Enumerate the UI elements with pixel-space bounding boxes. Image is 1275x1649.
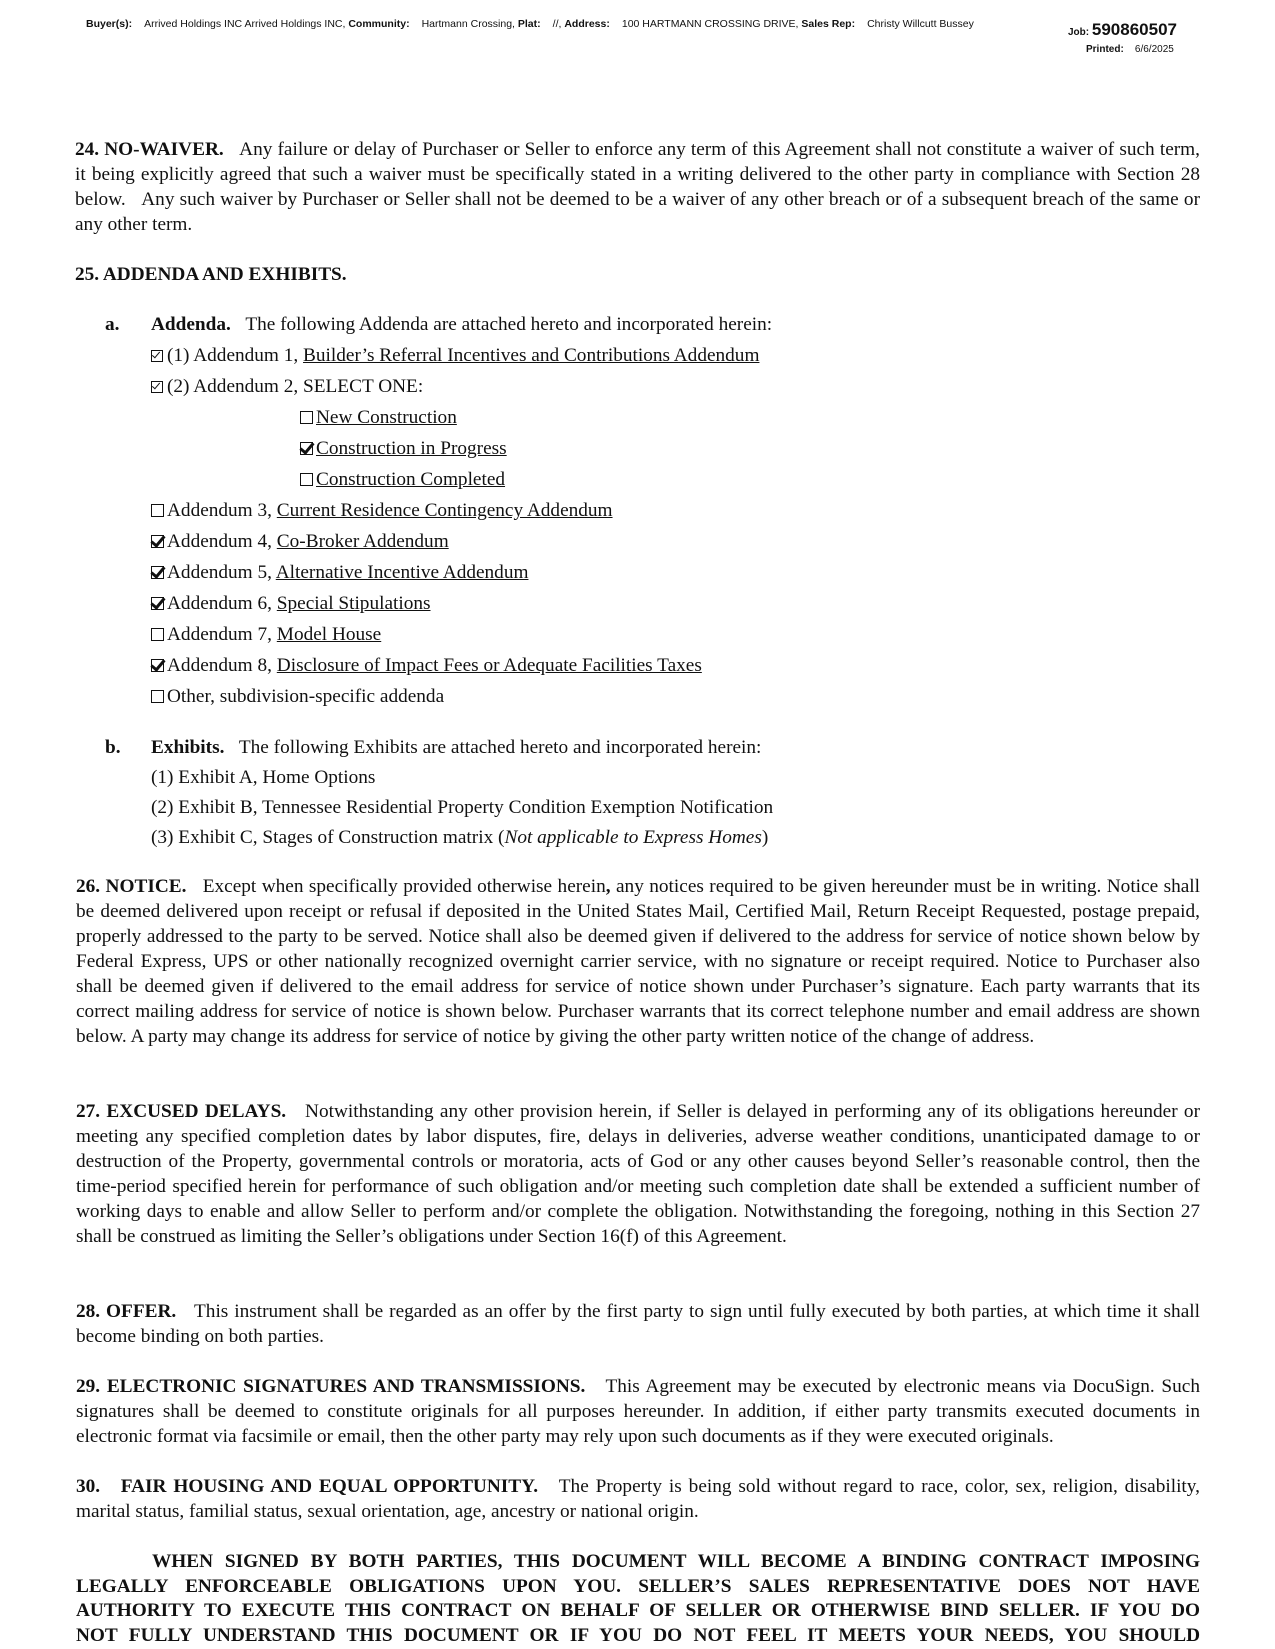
- construction-option-checkbox[interactable]: [300, 411, 313, 424]
- addendum-name: Model House: [276, 624, 382, 645]
- buyers-label: Buyer(s):: [86, 18, 133, 30]
- warning-line-4: NOT FULLY UNDERSTAND THIS DOCUMENT OR IF YOU DO NOT FEEL IT MEETS YOUR NEEDS, YOU SHOULD: [76, 1624, 1200, 1646]
- exhibit-a: (1) Exhibit A, Home Options: [151, 767, 376, 788]
- construction-option-label: Construction Completed: [316, 469, 506, 490]
- exhibits-title-row: [151, 735, 761, 760]
- addendum-prefix: Addendum 7,: [167, 624, 277, 645]
- construction-option-label: New Construction: [316, 407, 457, 428]
- binding-contract-warning: [76, 1550, 1200, 1648]
- addendum-name: Current Residence Contingency Addendum: [276, 500, 613, 521]
- warning-line-2: LEGALLY ENFORCEABLE OBLIGATIONS UPON YOU. SELLER’S SALES REPRESENTATIVE DOES NOT HAVE: [76, 1575, 1200, 1597]
- construction-option-label: Construction in Progress: [316, 438, 507, 459]
- section-27: [76, 1099, 1200, 1249]
- addendum-checkbox[interactable]: [151, 597, 164, 610]
- addendum-2-checkbox[interactable]: [151, 381, 163, 393]
- sales-rep-value: Christy Willcutt Bussey: [867, 18, 974, 30]
- addendum-row: [151, 591, 431, 616]
- addendum-1-name: Builder’s Referral Incentives and Contributions Addendum: [303, 345, 760, 366]
- addendum-checkbox[interactable]: [151, 566, 164, 579]
- addenda-row: [105, 312, 119, 337]
- addendum-prefix: Addendum 5,: [167, 562, 276, 583]
- addendum-row: [151, 684, 444, 709]
- addendum-1-checkbox[interactable]: [151, 350, 163, 362]
- section-27-heading: 27. EXCUSED DELAYS.: [76, 1101, 287, 1122]
- addendum-prefix: Addendum 8,: [167, 655, 277, 676]
- addendum-prefix: Addendum 3,: [167, 500, 277, 521]
- exhibits-row: [105, 735, 121, 760]
- addenda-title-row: [151, 312, 772, 337]
- community-label: Community:: [348, 18, 410, 30]
- addendum-name: Co-Broker Addendum: [276, 531, 449, 552]
- section-28-text: This instrument shall be regarded as an offer by the first party to sign until fully executed by both parties, at which time it shall become binding on both parties.: [76, 1301, 1200, 1347]
- job-label: Job:: [1068, 27, 1090, 38]
- section-30-text: The Property is being sold without regard to race, color, sex, religion, disability, marital status, familial status, sexual orientation, age, ancestry or national origin.: [76, 1476, 1200, 1522]
- addendum-checkbox[interactable]: [151, 659, 164, 672]
- construction-option-checkbox[interactable]: [300, 473, 313, 486]
- section-28: [76, 1299, 1200, 1349]
- construction-option-row: [300, 467, 505, 492]
- job-number: 590860507: [1091, 20, 1177, 39]
- section-26-text-b: any notices required to be given hereunder must be in writing. Notice shall be deemed delivered upon receipt or refusal if deposited in the United States Mail, Certified Mail, Return Receipt Requested, postage prepaid, properly addressed to the party to be served. Notice shall also be deemed given if delivered to the address for service of notice shown below by Federal Express, UPS or other nationally recognized overnight carrier service, with no signature or receipt required. Notice to Purchaser also shall be deemed given if delivered to the email address for service of notice shown under Purchaser’s signature. Each party warrants that its correct mailing address for service of notice is shown below. Purchaser warrants that its correct telephone number and email address are shown below. A party may change its address for service of notice by giving the other party written notice of the change of address.: [76, 876, 1200, 1047]
- section-24-heading: 24. NO-WAIVER.: [75, 139, 224, 160]
- section-26-heading: 26. NOTICE.: [76, 876, 187, 897]
- section-29: [76, 1374, 1200, 1449]
- section-28-heading: 28. OFFER.: [76, 1301, 177, 1322]
- section-27-text: Notwithstanding any other provision herein, if Seller is delayed in performing any of its obligations hereunder or meeting any specified completion dates by labor disputes, fire, delays in deliveries, adverse weather conditions, unanticipated damage to or destruction of the Property, governmental controls or moratoria, acts of God or any other causes beyond Seller’s reasonable control, then the time-period specified herein for performance of such obligation and/or meeting such completion date shall be extended a sufficient number of working days to enable and allow Seller to perform and/or complete the obligation. Notwithstanding the foregoing, nothing in this Section 27 shall be construed as limiting the Seller’s obligations under Section 16(f) of this Agreement.: [76, 1101, 1200, 1247]
- section-29-heading: 29. ELECTRONIC SIGNATURES AND TRANSMISSIONS.: [76, 1376, 586, 1397]
- addenda-title: Addenda.: [151, 314, 231, 335]
- addendum-1-row: [151, 343, 759, 368]
- exhibits-item-label: b.: [105, 737, 121, 758]
- section-30: [76, 1474, 1200, 1524]
- plat-value: //,: [552, 18, 562, 30]
- addenda-intro: The following Addenda are attached hereto and incorporated herein:: [245, 314, 773, 335]
- plat-label: Plat:: [517, 18, 541, 30]
- addendum-2-row: [151, 374, 423, 399]
- printed-label: Printed:: [1086, 44, 1124, 55]
- addendum-name: Disclosure of Impact Fees or Adequate Facilities Taxes: [276, 655, 702, 676]
- addendum-checkbox[interactable]: [151, 690, 164, 703]
- section-25-heading: 25. ADDENDA AND EXHIBITS.: [75, 264, 347, 285]
- document-header: [86, 18, 974, 30]
- addendum-checkbox[interactable]: [151, 504, 164, 517]
- addendum-row: [151, 529, 449, 554]
- buyers-value: Arrived Holdings INC Arrived Holdings INC,: [144, 18, 346, 30]
- job-number-block: [1068, 20, 1177, 40]
- exhibit-c-prefix: (3) Exhibit C, Stages of Construction matrix (: [151, 827, 505, 848]
- addendum-row: [151, 498, 613, 523]
- addenda-item-label: a.: [105, 314, 120, 335]
- section-24: [75, 137, 1200, 237]
- addendum-1-prefix: (1) Addendum 1,: [167, 345, 304, 366]
- construction-option-checkbox[interactable]: [300, 442, 313, 455]
- exhibit-c-suffix: ): [761, 827, 769, 848]
- addendum-prefix: Addendum 4,: [167, 531, 277, 552]
- address-label: Address:: [564, 18, 610, 30]
- addendum-checkbox[interactable]: [151, 535, 164, 548]
- addendum-prefix: Addendum 6,: [167, 593, 277, 614]
- section-29-text: This Agreement may be executed by electronic means via DocuSign. Such signatures shall be deemed to constitute originals for all purposes hereunder. In addition, if either party transmits executed documents in electronic format via facsimile or email, then the other party may rely upon such documents as if they were executed originals.: [76, 1376, 1200, 1447]
- exhibit-c: [151, 825, 768, 850]
- addendum-checkbox[interactable]: [151, 628, 164, 641]
- addendum-row: [151, 653, 702, 678]
- construction-option-row: [300, 436, 507, 461]
- addendum-2-prefix: (2) Addendum 2, SELECT ONE:: [167, 376, 424, 397]
- warning-line-1: WHEN SIGNED BY BOTH PARTIES, THIS DOCUMENT WILL BECOME A BINDING CONTRACT IMPOSING: [152, 1551, 1200, 1572]
- section-24-text: Any failure or delay of Purchaser or Seller to enforce any term of this Agreement shall not constitute a waiver of such term, it being explicitly agreed that such a waiver must be specifically stated in a writing delivered to the other party in compliance with Section 28 below. Any such waiver by Purchaser or Seller shall not be deemed to be a waiver of any other breach or of a subsequent breach of the same or any other term.: [75, 139, 1200, 235]
- community-value: Hartmann Crossing,: [421, 18, 515, 30]
- addendum-row: [151, 560, 528, 585]
- exhibits-title: Exhibits.: [151, 737, 225, 758]
- exhibit-c-note: Not applicable to Express Homes: [504, 827, 762, 848]
- addendum-name: Alternative Incentive Addendum: [275, 562, 529, 583]
- section-30-heading: 30. FAIR HOUSING AND EQUAL OPPORTUNITY.: [76, 1476, 539, 1497]
- addendum-prefix: Other, subdivision-specific addenda: [167, 686, 445, 707]
- section-26: 26. NOTICE. Except when specifically provided otherwise herein, any notices required to be given hereunder must be in writing. Notice shall be deemed delivered upon receipt or refusal if deposited in the United States Mail, Certified Mail, Return Receipt Requested, postage prepaid, properly addressed to the party to be served. Notice shall also be deemed given if delivered to the address for service of notice shown below by Federal Express, UPS or other nationally recognized overnight carrier service, with no signature or receipt required. Notice to Purchaser also shall be deemed given if delivered to the email address for service of notice shown under Purchaser’s signature. Each party warrants that its correct mailing address for service of notice is shown below. Purchaser warrants that its correct telephone number and email address are shown below. A party may change its address for service of notice by giving the other party written notice of the change of address.: [76, 876, 1200, 1047]
- sales-rep-label: Sales Rep:: [801, 18, 856, 30]
- exhibit-b: (2) Exhibit B, Tennessee Residential Property Condition Exemption Notification: [151, 797, 774, 818]
- exhibits-intro: The following Exhibits are attached hereto and incorporated herein:: [238, 737, 762, 758]
- address-value: 100 HARTMANN CROSSING DRIVE,: [621, 18, 799, 30]
- construction-option-row: [300, 405, 457, 430]
- section-26-text-a: Except when specifically provided otherwise herein: [202, 876, 606, 897]
- printed-date-block: [1086, 44, 1174, 55]
- addendum-row: [151, 622, 381, 647]
- addendum-name: Special Stipulations: [276, 593, 431, 614]
- printed-date: 6/6/2025: [1134, 44, 1174, 55]
- warning-line-3: AUTHORITY TO EXECUTE THIS CONTRACT ON BEHALF OF SELLER OR OTHERWISE BIND SELLER. IF YOU DO: [76, 1600, 1200, 1621]
